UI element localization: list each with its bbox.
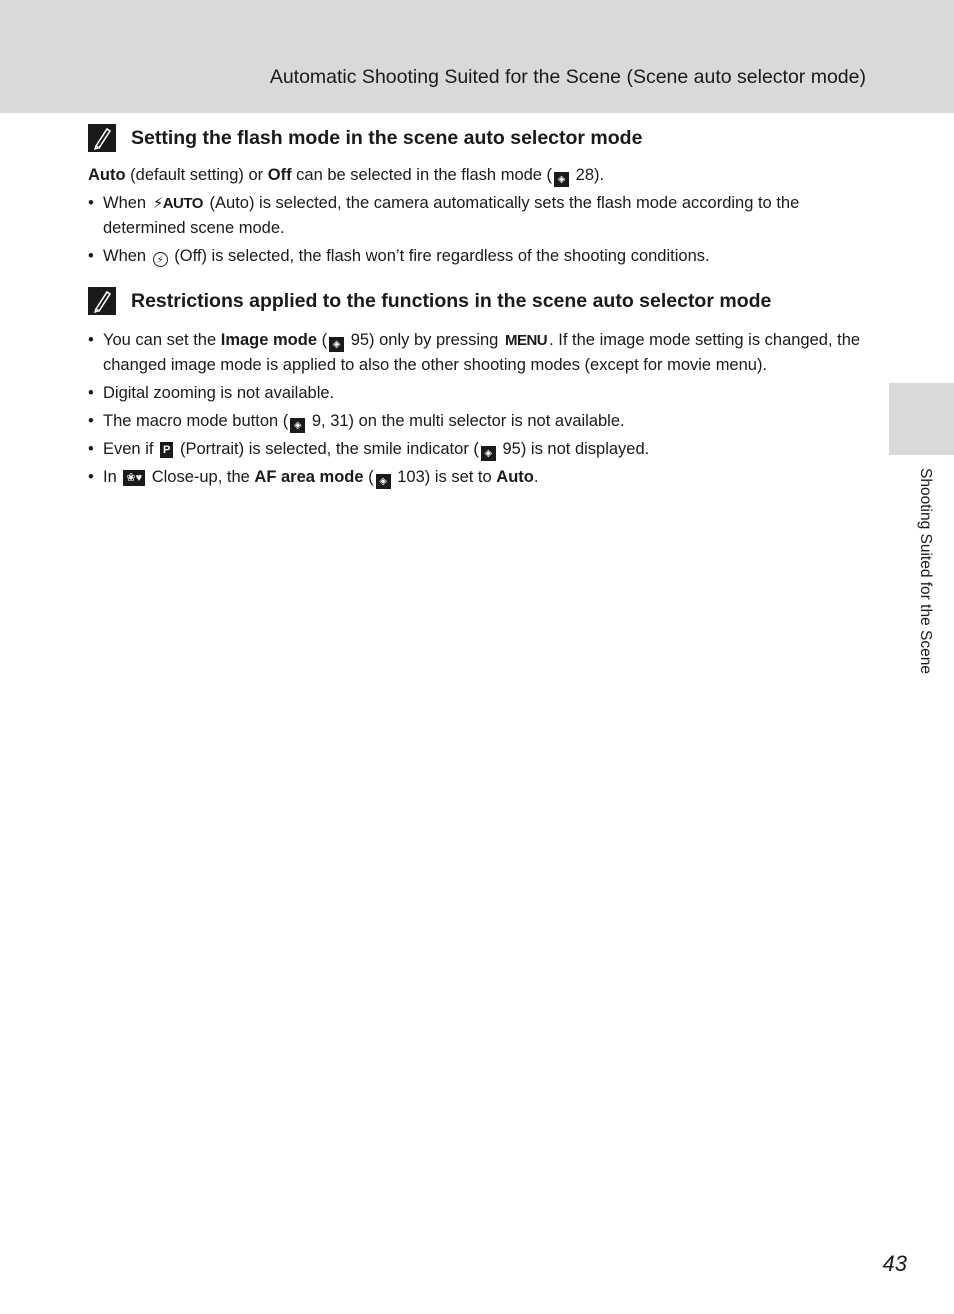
text-run: 103) is set to bbox=[392, 468, 497, 486]
restrictions-bullet-list bbox=[88, 328, 868, 489]
section-title: Restrictions applied to the functions in the scene auto selector mode bbox=[131, 289, 772, 312]
text-run: ( bbox=[363, 468, 374, 486]
list-item bbox=[88, 328, 868, 377]
section-restrictions bbox=[88, 283, 868, 493]
portrait-mode-icon: P bbox=[160, 442, 173, 458]
term-auto: Auto bbox=[88, 166, 126, 184]
flash-off-icon: ⚡ bbox=[153, 252, 168, 267]
text-run: 28). bbox=[571, 166, 605, 184]
text-run: 95) is not displayed. bbox=[497, 440, 650, 458]
section-heading bbox=[88, 120, 868, 156]
text-run: When bbox=[103, 194, 151, 212]
pencil-note-icon bbox=[88, 287, 116, 315]
page-header bbox=[0, 0, 954, 113]
book-reference-icon: ◈ bbox=[481, 446, 496, 461]
paragraph-flash-options bbox=[88, 163, 868, 187]
text-run: You can set the bbox=[103, 331, 221, 349]
book-reference-icon: ◈ bbox=[329, 337, 344, 352]
book-reference-icon: ◈ bbox=[290, 418, 305, 433]
book-reference-icon: ◈ bbox=[376, 474, 391, 489]
term-image-mode: Image mode bbox=[220, 331, 318, 349]
text-run: 9, 31) on the multi selector is not available. bbox=[307, 412, 625, 430]
close-up-mode-icon: ❀♥ bbox=[123, 470, 145, 486]
text-run: (Auto) is selected, the camera automatically sets the flash mode according to the determined scene mode. bbox=[103, 194, 800, 237]
list-item bbox=[88, 244, 868, 268]
term-auto: Auto bbox=[496, 468, 534, 486]
text-run: Even if bbox=[103, 440, 159, 458]
text-run: 95) only by pressing bbox=[346, 331, 503, 349]
list-item bbox=[88, 409, 868, 433]
list-item bbox=[88, 437, 868, 461]
side-tab-marker bbox=[889, 383, 954, 455]
page-number: 43 bbox=[882, 1251, 907, 1276]
text-run: ( bbox=[317, 331, 328, 349]
list-item: • Digital zooming is not available. bbox=[88, 381, 868, 405]
text-run: (default setting) or bbox=[125, 166, 268, 184]
text-run: can be selected in the flash mode ( bbox=[291, 166, 553, 184]
text-run: The macro mode button ( bbox=[103, 412, 289, 430]
side-chapter-label: Shooting Suited for the Scene bbox=[917, 468, 934, 674]
text-run: (Off) is selected, the flash won’t fire regardless of the shooting conditions. bbox=[169, 247, 710, 265]
page-header-title: Automatic Shooting Suited for the Scene (Scene auto selector mode) bbox=[269, 66, 866, 88]
text-run: . If the image mode setting is changed, the changed image mode is applied to also the other shooting modes (except for movie menu). bbox=[103, 331, 861, 374]
term-off: Off bbox=[267, 166, 292, 184]
pencil-note-icon bbox=[88, 124, 116, 152]
section-flash-mode bbox=[88, 120, 868, 272]
text-run: Close-up, the bbox=[147, 468, 255, 486]
text-run: In bbox=[103, 468, 122, 486]
flash-auto-icon: ⚡AUTO bbox=[152, 195, 203, 212]
flash-bullet-list bbox=[88, 191, 868, 268]
text-run: When bbox=[103, 247, 151, 265]
menu-button-icon: MENU bbox=[504, 332, 548, 349]
term-af-area-mode: AF area mode bbox=[254, 468, 364, 486]
section-title: Setting the flash mode in the scene auto selector mode bbox=[131, 126, 643, 149]
text-run: . bbox=[533, 468, 539, 486]
list-item bbox=[88, 465, 868, 489]
book-reference-icon: ◈ bbox=[554, 172, 569, 187]
list-item bbox=[88, 191, 868, 240]
text-run: (Portrait) is selected, the smile indicator ( bbox=[175, 440, 479, 458]
section-heading bbox=[88, 283, 868, 319]
